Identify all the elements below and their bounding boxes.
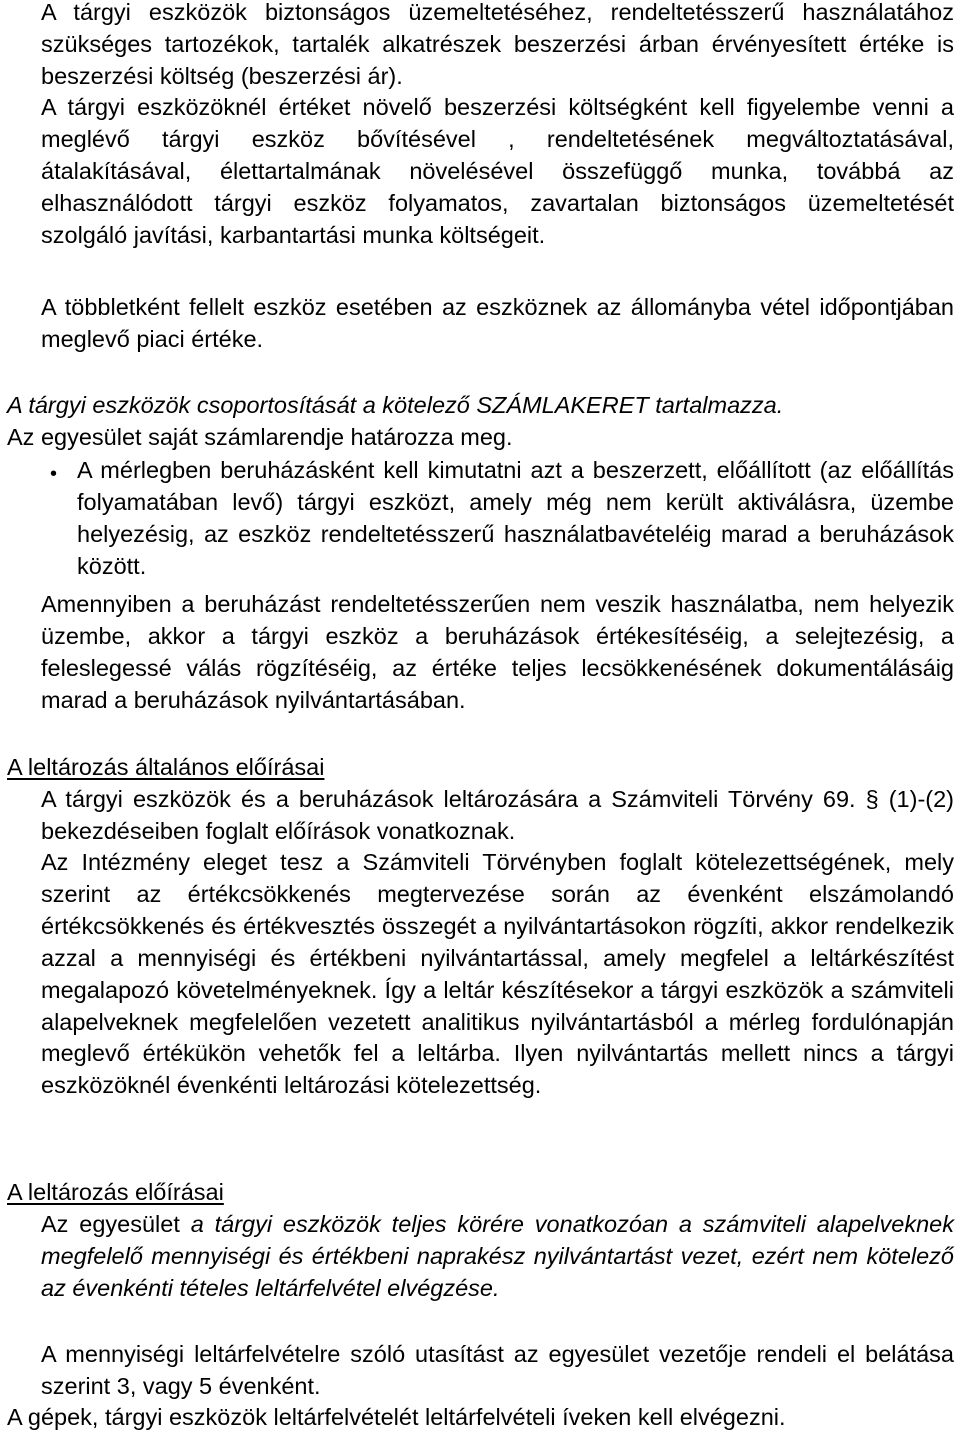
paragraph-value-increasing-cost: A tárgyi eszközöknél értéket növelő beszerzési költségként kell figyelembe venni a meglévő tárgyi eszköz bővítésével , rendeltetésének megváltoztatásával, átalakításával, élettartalmának növelésével összefüggő munka, továbbá az elhasználódott tárgyi eszköz folyamatos, zavartalan biztonságos üzemeltetését szolgáló javítási, karbantartási munka költségeit. (41, 94, 954, 248)
paragraph-association-records-italic: a tárgyi eszközök teljes körére vonatkozóan a számviteli alapelveknek megfelelő mennyiségi és értékbeni naprakész nyilvántartást vezet, ezért nem kötelező az évenkénti tételes leltárfelvétel elvégzése. (41, 1211, 954, 1301)
bullet-icon: • (50, 463, 58, 485)
heading-inventory-rules: A leltározás előírásai (7, 1179, 224, 1205)
paragraph-association-records (41, 1209, 954, 1305)
paragraph-association-records-lead: Az egyesület (41, 1211, 191, 1237)
paragraph-quantity-inventory: A mennyiségi leltárfelvételre szóló utasítást az egyesület vezetője rendeli el belátása szerint 3, vagy 5 évenként. (41, 1341, 954, 1399)
paragraph-own-accounts: Az egyesület saját számlarendje határozza meg. (7, 424, 513, 450)
heading-general-inventory-rules: A leltározás általános előírásai (7, 754, 325, 780)
paragraph-unused-investment: Amennyiben a beruházást rendeltetésszerűen nem veszik használatba, nem helyezik üzembe, akkor a tárgyi eszköz a beruházások értékesítéséig, a selejtezésig, a feleslegessé válás rögzítéséig, az értéke teljes lecsökkenésének dokumentálásáig marad a beruházások nyilvántartásában. (41, 591, 954, 713)
bullet-investment-definition: A mérlegben beruházásként kell kimutatni azt a beszerzett, előállított (az előállítás folyamatában levő) tárgyi eszközt, amely még nem került aktiválásra, üzembe helyezésig, az eszköz rendeltetésszerű használatbavételéig marad a beruházások között. (77, 457, 954, 579)
paragraph-accessories-cost: A tárgyi eszközök biztonságos üzemeltetéséhez, rendeltetésszerű használatához szükséges tartozékok, tartalék alkatrészek beszerzési árban érvényesített értéke is beszerzési költség (beszerzési ár). (41, 0, 954, 89)
paragraph-inventory-sheets: A gépek, tárgyi eszközök leltárfelvételét leltárfelvételi íveken kell elvégezni. (7, 1404, 786, 1430)
paragraph-account-framework: A tárgyi eszközök csoportosítását a kötelező SZÁMLAKERET tartalmazza. (7, 392, 784, 418)
paragraph-accounting-act: A tárgyi eszközök és a beruházások leltározására a Számviteli Törvény 69. § (1)-(2) bekezdéseiben foglalt előírások vonatkoznak. (41, 786, 954, 844)
paragraph-institution-obligation: Az Intézmény eleget tesz a Számviteli Törvényben foglalt kötelezettségének, mely szerint az értékcsökkenés megtervezése során az évenként elszámolandó értékcsökkenés és értékvesztés összegét a nyilvántartásokon rögzíti, akkor rendelkezik azzal a mennyiségi és értékbeni nyilvántartással, amely megfelel a leltárkészítést megalapozó követelményeknek. Így a leltár készítésekor a tárgyi eszközök a számviteli alapelveknek megfelelően vezetett analitikus nyilvántartásból a mérleg fordulónapján meglevő értékükön vehetők fel a leltárba. Ilyen nyilvántartás mellett nincs a tárgyi eszközöknél évenkénti leltározási kötelezettség. (41, 849, 954, 1099)
paragraph-surplus-asset: A többletként fellelt eszköz esetében az eszköznek az állományba vétel időpontjában meglevő piaci értéke. (41, 294, 954, 352)
